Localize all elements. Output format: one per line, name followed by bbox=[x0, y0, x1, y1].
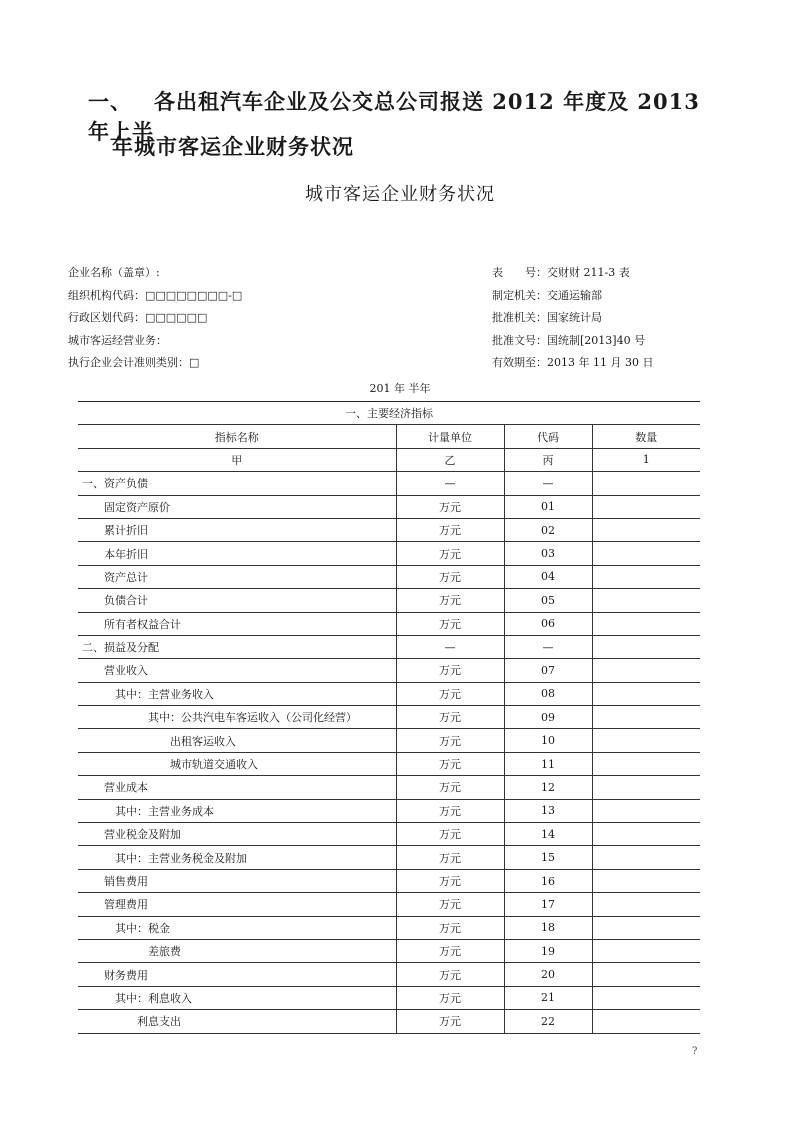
row-code: 04 bbox=[504, 565, 592, 588]
row-code: 10 bbox=[504, 729, 592, 752]
row-indicator-name: 其中：税金 bbox=[78, 916, 396, 939]
meta-issuing-authority: 制定机关：交通运输部 bbox=[492, 288, 602, 302]
table-row bbox=[78, 729, 700, 752]
row-quantity-cell bbox=[592, 1010, 700, 1033]
table-row bbox=[78, 869, 700, 892]
row-code: 11 bbox=[504, 752, 592, 775]
financial-indicators-table bbox=[78, 401, 700, 1034]
row-unit: — bbox=[396, 472, 504, 495]
meta-valid-until: 有效期至：2013 年 11 月 30 日 bbox=[492, 356, 654, 369]
meta-enterprise-name: 企业名称（盖章）: bbox=[68, 266, 160, 279]
row-code: 21 bbox=[504, 986, 592, 1009]
table-section-header bbox=[78, 402, 700, 425]
row-indicator-name: 销售费用 bbox=[78, 869, 396, 892]
header-unit: 计量单位 bbox=[396, 425, 504, 448]
form-meta-right bbox=[492, 262, 653, 375]
row-indicator-name: 累计折旧 bbox=[78, 518, 396, 541]
report-period: 201 年 半年 bbox=[369, 382, 431, 395]
page-mark: ? bbox=[692, 1046, 698, 1057]
row-code: 17 bbox=[504, 893, 592, 916]
row-quantity-cell bbox=[592, 542, 700, 565]
row-indicator-name: 利息支出 bbox=[78, 1010, 396, 1033]
subheader-bing: 丙 bbox=[504, 448, 592, 471]
row-unit: — bbox=[396, 635, 504, 658]
table-row bbox=[78, 963, 700, 986]
row-quantity-cell bbox=[592, 635, 700, 658]
table-row bbox=[78, 986, 700, 1009]
row-code: 20 bbox=[504, 963, 592, 986]
row-quantity-cell bbox=[592, 518, 700, 541]
row-quantity-cell bbox=[592, 706, 700, 729]
row-quantity-cell bbox=[592, 495, 700, 518]
table-row bbox=[78, 518, 700, 541]
row-indicator-name: 其中：主营业务成本 bbox=[78, 799, 396, 822]
row-unit: 万元 bbox=[396, 729, 504, 752]
table-row bbox=[78, 823, 700, 846]
row-code: 02 bbox=[504, 518, 592, 541]
document-heading-line2: 年城市客运企业财务状况 bbox=[112, 134, 354, 159]
row-unit: 万元 bbox=[396, 1010, 504, 1033]
table-row bbox=[78, 495, 700, 518]
row-quantity-cell bbox=[592, 893, 700, 916]
table-row bbox=[78, 776, 700, 799]
row-code: 15 bbox=[504, 846, 592, 869]
header-code: 代码 bbox=[504, 425, 592, 448]
row-indicator-name: 其中：公共汽电车客运收入（公司化经营） bbox=[78, 706, 396, 729]
header-quantity: 数量 bbox=[592, 425, 700, 448]
table-row bbox=[78, 659, 700, 682]
table-row bbox=[78, 589, 700, 612]
row-quantity-cell bbox=[592, 869, 700, 892]
row-code: 05 bbox=[504, 589, 592, 612]
section-title: 一、主要经济指标 bbox=[78, 402, 700, 425]
row-unit: 万元 bbox=[396, 612, 504, 635]
heading-text-line1: 各出租汽车企业及公交总公司报送 2012 年度及 2013 年上半 bbox=[88, 89, 700, 144]
row-quantity-cell bbox=[592, 823, 700, 846]
row-indicator-name: 二、损益及分配 bbox=[78, 635, 396, 658]
row-unit: 万元 bbox=[396, 706, 504, 729]
row-quantity-cell bbox=[592, 612, 700, 635]
table-row bbox=[78, 682, 700, 705]
row-code: 09 bbox=[504, 706, 592, 729]
row-quantity-cell bbox=[592, 682, 700, 705]
row-code: 13 bbox=[504, 799, 592, 822]
row-indicator-name: 城市轨道交通收入 bbox=[78, 752, 396, 775]
table-row bbox=[78, 565, 700, 588]
table-row bbox=[78, 893, 700, 916]
row-indicator-name: 管理费用 bbox=[78, 893, 396, 916]
table-row bbox=[78, 799, 700, 822]
table-subheader-row bbox=[78, 448, 700, 471]
row-indicator-name: 其中：主营业务税金及附加 bbox=[78, 846, 396, 869]
row-unit: 万元 bbox=[396, 823, 504, 846]
row-code: 08 bbox=[504, 682, 592, 705]
table-row bbox=[78, 542, 700, 565]
row-code: — bbox=[504, 635, 592, 658]
meta-form-number: 表 号：交财财 211-3 表 bbox=[492, 266, 630, 279]
row-code: 14 bbox=[504, 823, 592, 846]
row-code: 03 bbox=[504, 542, 592, 565]
row-quantity-cell bbox=[592, 659, 700, 682]
row-unit: 万元 bbox=[396, 565, 504, 588]
table-row bbox=[78, 752, 700, 775]
row-unit: 万元 bbox=[396, 986, 504, 1009]
form-meta-left bbox=[68, 262, 242, 375]
row-quantity-cell bbox=[592, 799, 700, 822]
table-row bbox=[78, 939, 700, 962]
subheader-yi: 乙 bbox=[396, 448, 504, 471]
row-indicator-name: 一、资产负债 bbox=[78, 472, 396, 495]
row-indicator-name: 负债合计 bbox=[78, 589, 396, 612]
meta-business-type: 城市客运经营业务： bbox=[68, 333, 167, 347]
row-unit: 万元 bbox=[396, 542, 504, 565]
table-row bbox=[78, 635, 700, 658]
row-unit: 万元 bbox=[396, 589, 504, 612]
row-indicator-name: 财务费用 bbox=[78, 963, 396, 986]
table-row bbox=[78, 706, 700, 729]
row-unit: 万元 bbox=[396, 752, 504, 775]
row-unit: 万元 bbox=[396, 799, 504, 822]
row-code: 22 bbox=[504, 1010, 592, 1033]
meta-approval-number: 批准文号：国统制[2013]40 号 bbox=[492, 333, 646, 347]
row-quantity-cell bbox=[592, 729, 700, 752]
row-unit: 万元 bbox=[396, 518, 504, 541]
meta-accounting-standard: 执行企业会计准则类别：□ bbox=[68, 356, 200, 369]
row-code: 06 bbox=[504, 612, 592, 635]
row-unit: 万元 bbox=[396, 659, 504, 682]
row-indicator-name: 其中：利息收入 bbox=[78, 986, 396, 1009]
row-indicator-name: 资产总计 bbox=[78, 565, 396, 588]
row-unit: 万元 bbox=[396, 495, 504, 518]
table-row bbox=[78, 846, 700, 869]
row-quantity-cell bbox=[592, 986, 700, 1009]
row-code: 16 bbox=[504, 869, 592, 892]
heading-number: 一、 bbox=[88, 89, 132, 114]
row-code: 07 bbox=[504, 659, 592, 682]
meta-region-code: 行政区划代码：□□□□□□ bbox=[68, 311, 208, 324]
row-unit: 万元 bbox=[396, 916, 504, 939]
row-quantity-cell bbox=[592, 472, 700, 495]
row-code: 01 bbox=[504, 495, 592, 518]
table-row bbox=[78, 612, 700, 635]
row-indicator-name: 营业税金及附加 bbox=[78, 823, 396, 846]
row-unit: 万元 bbox=[396, 893, 504, 916]
row-unit: 万元 bbox=[396, 869, 504, 892]
table-header-row bbox=[78, 425, 700, 448]
row-quantity-cell bbox=[592, 939, 700, 962]
row-unit: 万元 bbox=[396, 963, 504, 986]
subheader-one: 1 bbox=[592, 448, 700, 471]
row-unit: 万元 bbox=[396, 682, 504, 705]
row-quantity-cell bbox=[592, 846, 700, 869]
row-quantity-cell bbox=[592, 776, 700, 799]
meta-org-code: 组织机构代码：□□□□□□□□-□ bbox=[68, 288, 243, 302]
row-indicator-name: 差旅费 bbox=[78, 939, 396, 962]
row-indicator-name: 其中：主营业务收入 bbox=[78, 682, 396, 705]
table-row bbox=[78, 472, 700, 495]
row-unit: 万元 bbox=[396, 846, 504, 869]
row-indicator-name: 所有者权益合计 bbox=[78, 612, 396, 635]
table-row bbox=[78, 916, 700, 939]
row-code: 12 bbox=[504, 776, 592, 799]
row-quantity-cell bbox=[592, 752, 700, 775]
row-code: — bbox=[504, 472, 592, 495]
row-indicator-name: 本年折旧 bbox=[78, 542, 396, 565]
table-row bbox=[78, 1010, 700, 1033]
row-code: 19 bbox=[504, 939, 592, 962]
meta-approving-authority: 批准机关：国家统计局 bbox=[492, 311, 602, 324]
row-indicator-name: 固定资产原价 bbox=[78, 495, 396, 518]
row-indicator-name: 营业收入 bbox=[78, 659, 396, 682]
row-indicator-name: 营业成本 bbox=[78, 776, 396, 799]
subheader-jia: 甲 bbox=[78, 448, 396, 471]
row-quantity-cell bbox=[592, 565, 700, 588]
row-quantity-cell bbox=[592, 963, 700, 986]
row-code: 18 bbox=[504, 916, 592, 939]
row-quantity-cell bbox=[592, 916, 700, 939]
header-indicator-name: 指标名称 bbox=[78, 425, 396, 448]
row-unit: 万元 bbox=[396, 939, 504, 962]
row-indicator-name: 出租客运收入 bbox=[78, 729, 396, 752]
form-title: 城市客运企业财务状况 bbox=[305, 184, 495, 205]
row-quantity-cell bbox=[592, 589, 700, 612]
row-unit: 万元 bbox=[396, 776, 504, 799]
